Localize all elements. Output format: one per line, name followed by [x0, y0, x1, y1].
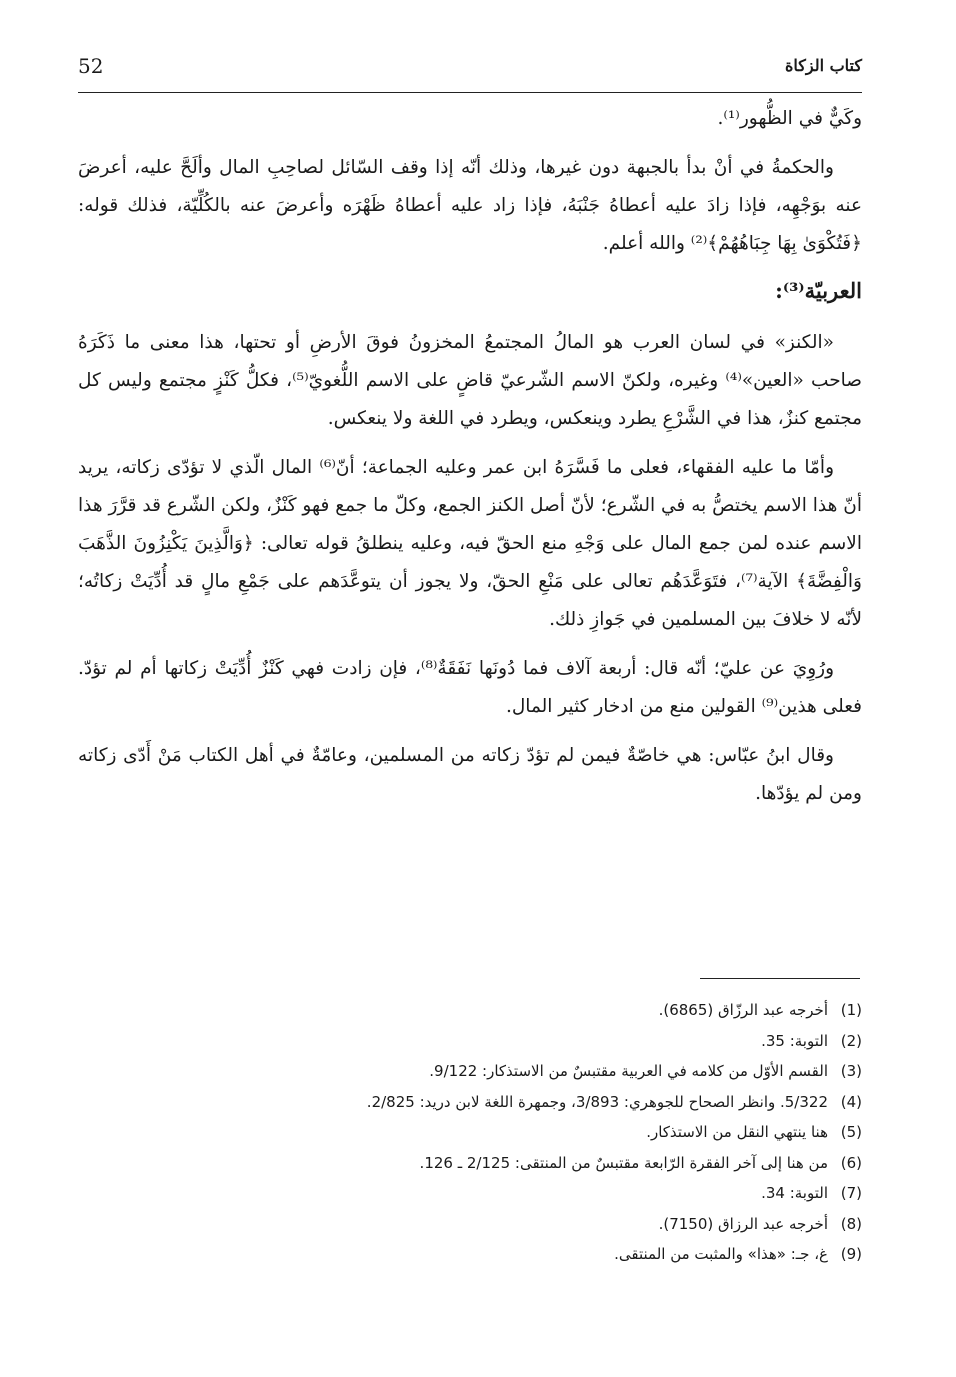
footnote-text: غ، جـ: «هذا» والمثبت من المنتقى.: [614, 1245, 828, 1263]
footnote-text: 5/322. وانظر الصحاح للجوهري: 3/893، وجمهرة اللغة لابن دريد: 2/825.: [366, 1092, 828, 1111]
paragraph-3: «الكنز» في لسان العرب هو المالُ المجتمعُ المخزونُ فوقَ الأرضِ أو تحتها، هذا معنى ما ذَكَرَهُ صاحب «العين»⁽⁴⁾ وغيره، ولكنّ الاسم الشّرعيّ قاضٍ على الاسم اللُّغويّ⁽⁵⁾، فكلُّ كَنْزٍ مجتمع وليس كل مجتمع كنزٌ، هذا في الشَّرْعِ يطرد وينعكس، ويطرد في اللغة ولا ينعكس.: [78, 332, 862, 429]
footnote-number: (4): [840, 1092, 862, 1111]
footnote-number: (8): [840, 1214, 862, 1233]
running-title: كتاب الزكاة: [785, 56, 862, 75]
section-heading: العربيّة⁽³⁾:: [775, 278, 862, 303]
page-number: 52: [78, 54, 104, 78]
footnote-number: (2): [840, 1031, 862, 1050]
footnote: [78, 1148, 862, 1179]
main-text: [78, 100, 862, 824]
footnote-text: من هنا إلى آخر الفقرة الرّابعة مقتبسٌ من المنتقى: 2/125 ـ 126.: [419, 1153, 828, 1172]
paragraph-1: وكَيٌّ في الظُّهور⁽¹⁾.: [717, 108, 862, 129]
footnote-number: (3): [840, 1062, 862, 1080]
footnote: [78, 1209, 862, 1240]
footnotes: [78, 995, 862, 1270]
footnote: [78, 995, 862, 1026]
footnote-text: التوبة: 35.: [761, 1031, 828, 1050]
footnote: [78, 1056, 862, 1087]
footnote-text: التوبة: 34.: [761, 1184, 828, 1202]
footnote-text: هنا ينتهي النقل من الاستذكار.: [646, 1123, 828, 1141]
footnote: [78, 1026, 862, 1057]
footnote: [78, 1239, 862, 1270]
footnote: [78, 1117, 862, 1148]
header-rule: [78, 92, 862, 93]
paragraph-5: ورُوِيَ عن عليّ؛ أنّه قال: أربعة آلاف فما دُونَها نَفَقَةٌ⁽⁸⁾، فإن زادت فهي كَنْزٌ أُدِّيَتْ زكاتها أم لم تؤدّ. فعلى هذين⁽⁹⁾ القولين منع من ادخار كثير المال.: [78, 658, 862, 717]
footnote-text: أخرجه عبد الرزّاق (6865).: [658, 1001, 828, 1019]
footnote-text: أخرجه عبد الرزاق (7150).: [658, 1214, 828, 1233]
footnote: [78, 1178, 862, 1209]
paragraph-6: وقال ابنُ عبّاس: هي خاصّةٌ فيمن لم تؤدّ زكاته من المسلمين، وعامّةٌ في أهل الكتاب مَنْ أَدّى زكاته ومن لم يؤدّها.: [78, 745, 862, 804]
paragraph-2: والحكمةُ في أنْ بدأ بالجبهة دون غيرها، وذلك أنّه إذا وقف السّائل لصاحِبِ المال وألَحَّ عليه، أعرضَ عنه بوَجْهِه، فإذا زادَ عليه أعطاهُ جَنْبَهُ، فإذا زاد عليه أعطاهُ ظَهْرَه وأعرضَ عنه بالكُلِّيّة، فذلك قوله: ﴿فَتُكْوَىٰ بِهَا جِبَاهُهُمْ﴾⁽²⁾ والله أعلم.: [78, 157, 862, 254]
footnote-number: (1): [840, 1001, 862, 1019]
footnote-text: القسم الأوّل من كلامه في العربية مقتبسٌ من الاستذكار: 9/122.: [429, 1062, 828, 1080]
footnote-number: (6): [840, 1153, 862, 1172]
footnote-rule: [700, 978, 860, 979]
footnote: [78, 1087, 862, 1118]
page-header: [78, 50, 862, 90]
footnote-number: (9): [840, 1245, 862, 1263]
paragraph-4: وأمّا ما عليه الفقهاء، فعلى ما فَسَّرَهُ ابن عمر وعليه الجماعة؛ أنّ⁽⁶⁾ المال الّذي لا تؤدّى زكاته، يريد أنّ هذا الاسم يختصُّ به في الشّرع؛ لأنّ أصل الكنز الجمع، وكلّ ما جمع فهو كَنْزٌ، ولكن الشّرع قد قرَّرَ هذا الاسم عنده لمن جمع المال على وَجْهِ منع الحقّ فيه، وعليه ينطلقُ قوله تعالى: ﴿وَالَّذِينَ يَكْنِزُونَ الذَّهَبَ وَالْفِضَّةَ﴾ الآية⁽⁷⁾، فتَوَعَّدَهُم تعالى على مَنْعِ الحقّ، ولا يجوز أن يتوعَّدَهم على جَمْعِ مالٍ قد أُدِّيَتْ زكاتُه؛ لأنّه لا خلافَ بين المسلمين في جَوازِ ذلك.: [78, 457, 862, 630]
footnote-number: (5): [840, 1123, 862, 1141]
footnote-number: (7): [840, 1184, 862, 1202]
